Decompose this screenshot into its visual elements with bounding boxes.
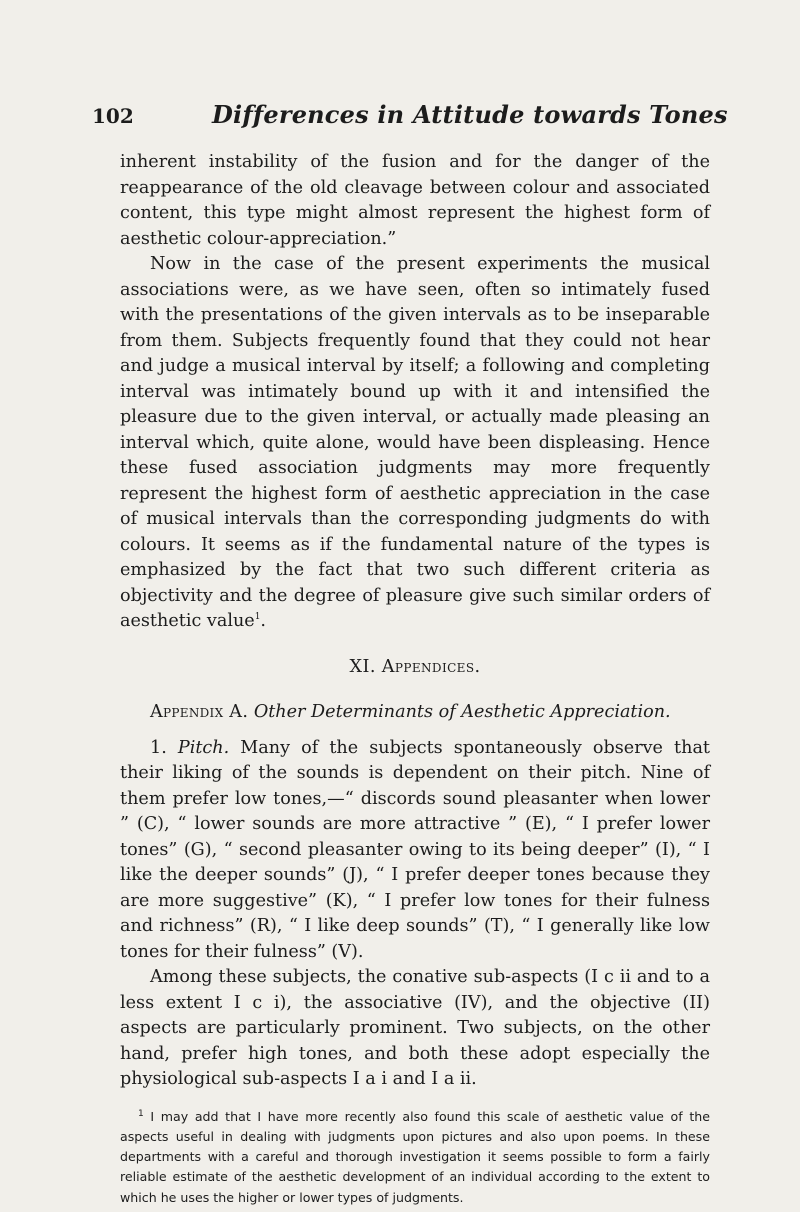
page-number: 102 (92, 104, 134, 128)
item-label: Pitch. (177, 737, 230, 758)
page-body (120, 150, 710, 1208)
appendix-heading (120, 700, 710, 726)
appendix-label: Appendix A. (150, 702, 249, 722)
running-title: Differences in Attitude towards Tones (212, 100, 728, 129)
paragraph (120, 736, 710, 966)
paragraph-text: Many of the subjects spontaneously observe that their liking of the sounds is dependent on their pitch. Nine of them prefer low tones,—“ discords sound pleasanter when lower ” (C), “ lower sounds are more attractive ” (E), “ I prefer lower tones” (G), “ second pleasanter owing to its being deeper” (I), “ I like the deeper sounds” (J), “ I prefer deeper tones because they are more suggestive” (K), “ I prefer low tones for their fulness and richness” (R), “ I like deep sounds” (T), “ I generally like low tones for their fulness” (V). (120, 737, 711, 962)
footnote-text: I may add that I have more recently also found this scale of aesthetic value of the aspects useful in dealing with judgments upon pictures and also upon poems. In these departments with a careful and thorough investigation it seems possible to form a fairly reliable estimate of the aesthetic development of an individual according to the extent to which he uses the higher or lower types of judgments. (120, 1108, 710, 1205)
paragraph: inherent instability of the fusion and for the danger of the reappearance of the old cleavage between colour and associated content, this type might almost represent the highest form of aesthetic colour-appreciation.” (120, 152, 710, 249)
section-heading: XI. Appendices. (349, 656, 481, 677)
page-header (92, 100, 728, 136)
paragraph: Among these subjects, the conative sub-aspects (I c ii and to a less extent I c i), the associative (IV), and the objective (II) aspects are particularly prominent. Two subjects, on the other hand, prefer high tones, and both these adopt especially the physiological sub-aspects I a i and I a ii. (120, 967, 710, 1089)
footnotes (120, 1107, 710, 1208)
footnote (120, 1107, 710, 1208)
appendix-title: Other Determinants of Aesthetic Appreciation. (253, 702, 671, 722)
paragraph-end: . (260, 611, 267, 631)
item-number: 1. (150, 737, 167, 758)
paragraph (120, 252, 710, 635)
footnote-reference: 1 (254, 612, 261, 623)
footnote-marker: 1 (138, 1108, 144, 1119)
paragraph-text: Now in the case of the present experiments the musical associations were, as we have seen, often so intimately fused with the presentations of the given intervals as to be inseparable from them. Subjects frequently found that they could not hear and judge a musical interval by itself; a following and completing interval was intimately bound up with it and intensified the pleasure due to the given interval, or actually made pleasing an interval which, quite alone, would have been displeasing. Hence these fused association judgments may more frequently represent the highest form of aesthetic appreciation in the case of musical intervals than the corresponding judgments do with colours. It seems as if the fundamental nature of the types is emphasized by the fact that two such different criteria as objectivity and the degree of pleasure give such similar orders of aesthetic value (120, 254, 710, 631)
